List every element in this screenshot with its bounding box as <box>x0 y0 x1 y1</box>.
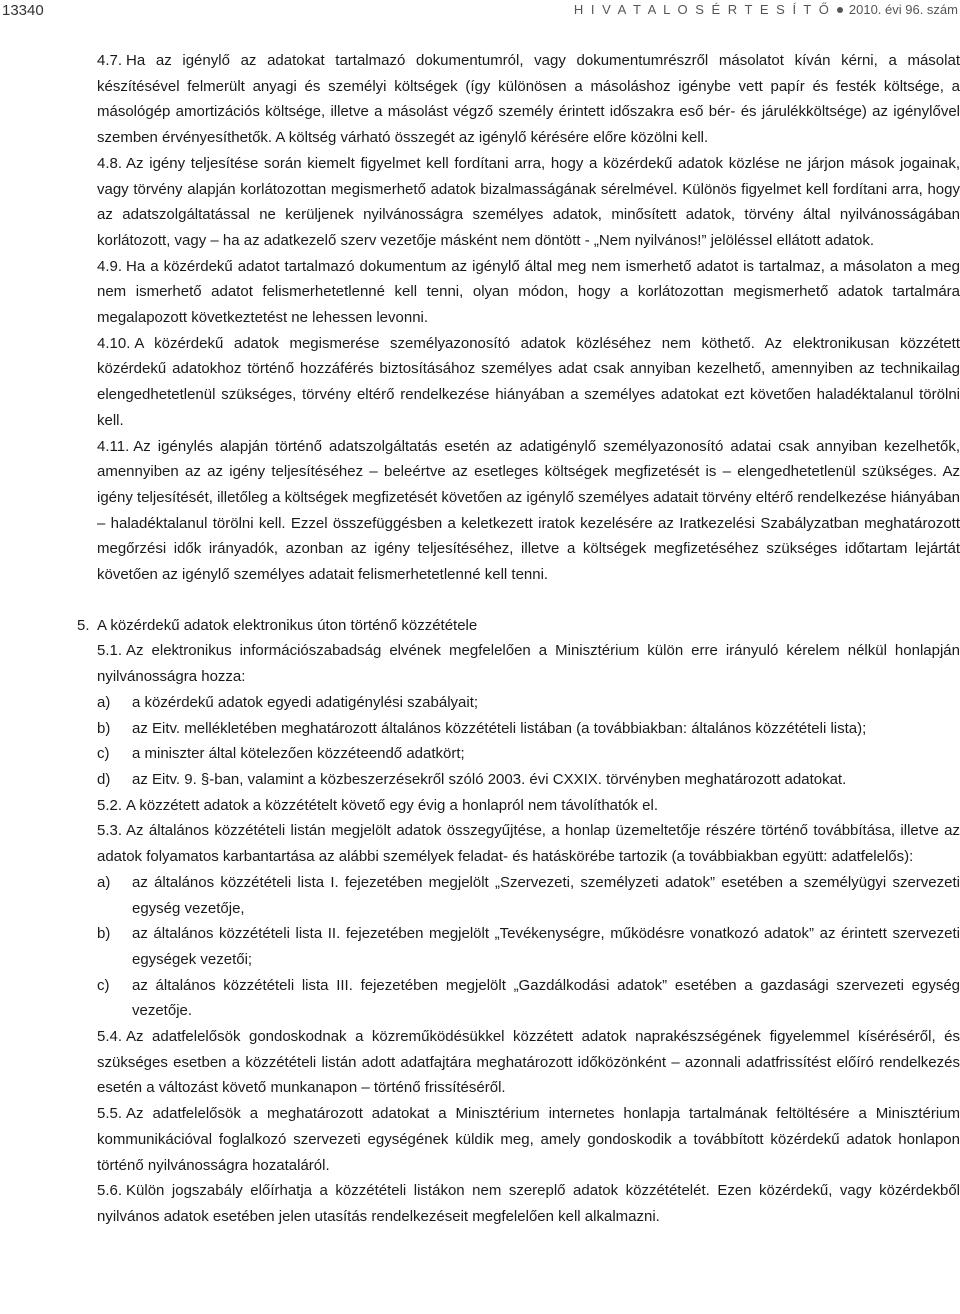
section-number: 5.3. <box>97 822 123 840</box>
list-item <box>0 921 960 972</box>
section-number: 5.5. <box>97 1105 123 1123</box>
list-item-text: az Eitv. 9. §-ban, valamint a közbeszerzésekről szóló 2003. évi CXXIX. törvényben meghatározott adatokat. <box>132 770 847 788</box>
list-marker: b) <box>97 925 111 943</box>
list-item <box>0 870 960 921</box>
section-4-10 <box>0 331 960 434</box>
section-number: 5.2. <box>97 796 123 814</box>
section-text: Az igénylés alapján történő adatszolgáltatás esetén az adatigénylő személyazonosító adatai csak annyiban kezelhetők, amennyiben az az igény teljesítéséhez – beleértve az esetleges költségek megfizetését is – elengedhetetlenül szükséges. Az igény teljesítését, illetőleg a költségek megfizetését követően az igénylő személyes adatait törvény eltérő rendelkezése hiányában – haladéktalanul törölni kell. Ezzel összefüggésben a keletkezett iratok kezelésére az Iratkezelési Szabályzatban meghatározott megőrzési idők irányadók, azonban az igény teljesítéséhez, illetve a költségek megfizetéséhez szükséges időtartam lejártát követően az igénylő személyes adatait felismerhetetlenné kell tenni. <box>97 437 960 584</box>
chapter-5-heading <box>0 613 960 639</box>
list-item-text: a miniszter által kötelezően közzéteendő adatkört; <box>132 745 465 763</box>
list-item-text: a közérdekű adatok egyedi adatigénylési szabályait; <box>132 693 479 711</box>
issue-date: 2010. évi 96. szám <box>848 2 958 17</box>
section-number: 4.11. <box>97 437 130 455</box>
section-text: Az általános közzétételi listán megjelölt adatok összegyűjtése, a honlap üzemeltetője részére történő továbbítása, illetve az adatok folyamatos karbantartása az alábbi személyek feladat- és hatáskörébe tartozik (a továbbiakban együtt: adatfelelős): <box>97 822 960 866</box>
list-item-text: az általános közzétételi lista III. fejezetében megjelölt „Gazdálkodási adatok” esetében a gazdasági szervezeti egység vezetője. <box>132 976 960 1020</box>
section-5-2 <box>0 793 960 819</box>
list-marker: c) <box>97 976 110 994</box>
page-number: 13340 <box>2 2 44 19</box>
list-marker: d) <box>97 770 111 788</box>
publication-title: H I V A T A L O S É R T E S Í T Ő <box>573 2 831 17</box>
list-marker: a) <box>97 873 111 891</box>
section-text: Az adatfelelősök a meghatározott adatokat a Minisztérium internetes honlapja tartalmának feltöltésére a Minisztérium kommunikációval foglalkozó szervezeti egységének küldik meg, amely gondoskodik a továbbított közérdekű adatok honlapon történő nyilvánosságra hozataláról. <box>97 1105 960 1174</box>
section-number: 4.8. <box>97 154 123 172</box>
list-item <box>0 741 960 767</box>
section-number: 5.1. <box>97 642 123 660</box>
section-number: 4.10. <box>97 334 131 352</box>
section-text: Ha az igénylő az adatokat tartalmazó dokumentumról, vagy dokumentumrészről másolatot kíván kérni, a másolat készítésével felmerült anyagi és személyi költségek (így különösen a másoláshoz igénybe vett papír és festék költsége, a másológép amortizációs költsége, illetve a másolást végző személy érintett időszakra eső bér- és járulékköltsége) az igénylővel szemben érvényesíthetők. A költség várható összegét az igénylő kérésére előre közölni kell. <box>97 52 960 147</box>
running-head <box>574 2 958 17</box>
section-text: A közzétett adatok a közzétételt követő egy évig a honlapról nem távolíthatók el. <box>126 796 659 814</box>
section-4-7 <box>0 48 960 151</box>
section-number: 4.9. <box>97 257 123 275</box>
section-number: 5.6. <box>97 1182 123 1200</box>
section-number: 4.7. <box>97 52 123 69</box>
section-text: Külön jogszabály előírhatja a közzétételi listákon nem szereplő adatok közzétételét. Ezen közérdekű, vagy közérdekből nyilvános adatok esetében jelen utasítás rendelkezéseit megfelelően kell alkalmazni. <box>97 1182 960 1225</box>
list-marker: b) <box>97 719 111 737</box>
page-header <box>0 0 960 26</box>
chapter-number: 5. <box>77 616 90 634</box>
list-item <box>0 716 960 742</box>
list-item <box>0 767 960 793</box>
section-text: Az adatfelelősök gondoskodnak a közreműködésükkel közzétett adatok naprakészségének figyelemmel kíséréséről, és szükséges esetben a közzétételi listán adott adatfajtára meghatározott időközönként – azonnali adatfrissítést előíró rendelkezés esetén a változást követő munkanapon – történő frissítéséről. <box>97 1028 960 1097</box>
section-text: A közérdekű adatok megismerése személyazonosító adatok közléséhez nem köthető. Az elektronikusan közzétett közérdekű adatokhoz történő hozzáférés biztosításához személyes adat csak annyiban kezelhető, amennyiben az technikailag elengedhetetlenül szükséges, törvény eltérő rendelkezése hiányában a személyes adatokat ezt követően haladéktalanul törölni kell. <box>97 334 960 429</box>
separator-dot-icon <box>837 7 843 13</box>
section-number: 5.4. <box>97 1028 123 1046</box>
section-text: Az elektronikus információszabadság elvének megfelelően a Minisztérium külön erre irányuló kérelem nélkül honlapján nyilvánosságra hozza: <box>97 642 960 686</box>
document-body <box>0 48 960 1230</box>
list-item <box>0 690 960 716</box>
section-4-8 <box>0 151 960 254</box>
section-4-11 <box>0 434 960 588</box>
chapter-title: A közérdekű adatok elektronikus úton történő közzététele <box>97 616 478 634</box>
list-marker: c) <box>97 745 110 763</box>
list-item <box>0 973 960 1024</box>
section-5-4 <box>0 1024 960 1101</box>
section-5-6 <box>0 1178 960 1229</box>
list-item-text: az általános közzétételi lista I. fejezetében megjelölt „Szervezeti, személyzeti adatok” esetében a személyügyi szervezeti egység vezetője, <box>132 873 960 917</box>
list-marker: a) <box>97 693 111 711</box>
section-5-5 <box>0 1101 960 1178</box>
list-item-text: az általános közzétételi lista II. fejezetében megjelölt „Tevékenységre, működésre vonatkozó adatok” az érintett szervezeti egységek vezetői; <box>132 925 960 968</box>
section-5-3 <box>0 818 960 869</box>
section-4-9 <box>0 254 960 331</box>
spacer <box>0 588 960 613</box>
section-5-1 <box>0 638 960 689</box>
list-item-text: az Eitv. mellékletében meghatározott általános közzétételi listában (a továbbiakban: általános közzétételi lista); <box>132 719 867 737</box>
section-text: Az igény teljesítése során kiemelt figyelmet kell fordítani arra, hogy a közérdekű adatok közlése ne járjon mások jogainak, vagy törvény alapján korlátozottan megismerhető adatok bizalmasságának sérelmével. Különös figyelmet kell fordítani arra, hogy az adatszolgáltatással ne kerüljenek nyilvánosságra személyes adatok, minősített adatok, törvény által nyilvánosságában korlátozott, vagy – ha az adatkezelő szerv vezetője másként nem döntött - „Nem nyilvános!” jelöléssel ellátott adatok. <box>97 154 960 249</box>
section-text: Ha a közérdekű adatot tartalmazó dokumentum az igénylő által meg nem ismerhető adatot is tartalmaz, a másolaton a meg nem ismerhető adatot felismerhetetlenné kell tenni, olyan módon, hogy a korlátozottan megismerhető adatok tartalmára megalapozott következtetést ne lehessen levonni. <box>97 257 960 327</box>
